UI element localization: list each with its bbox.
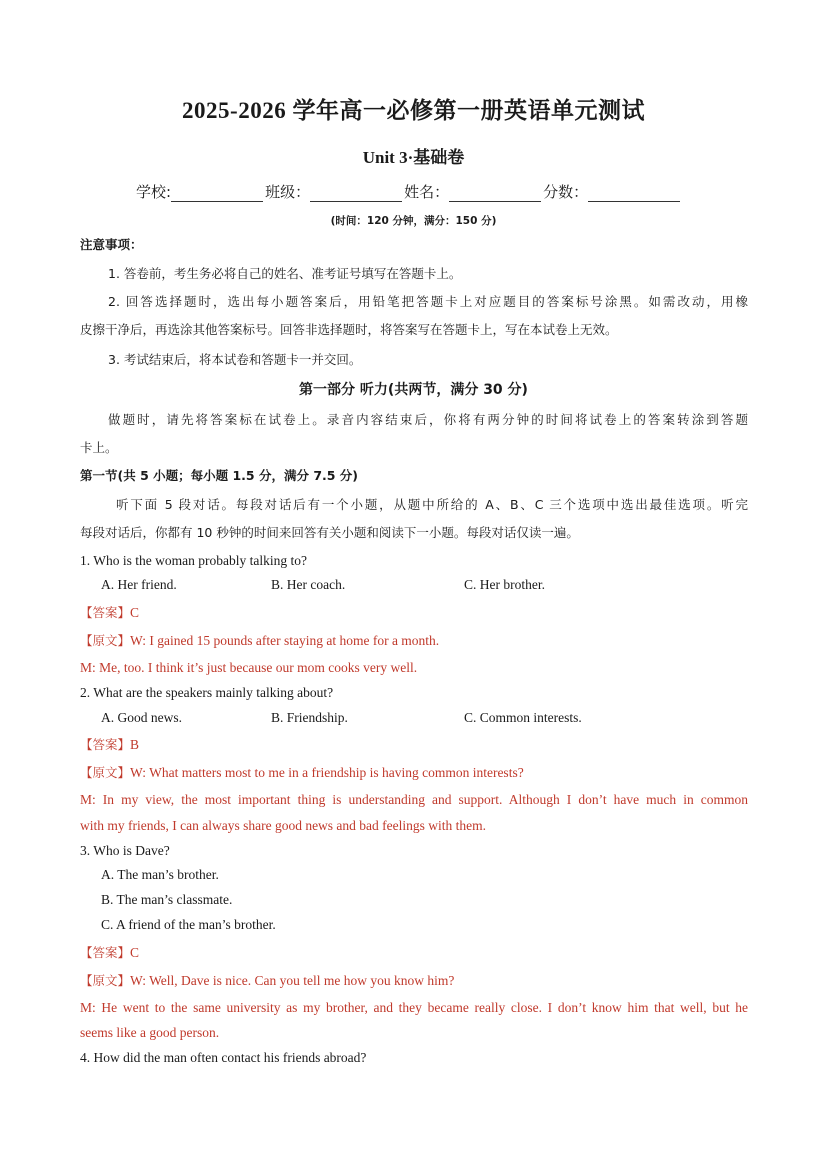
part1-title: 第一部分 听力(共两节，满分 30 分) [299, 382, 528, 398]
question-2-original-line1: W: What matters most to me in a friendship is having common interests? [130, 765, 524, 780]
question-1-option-c: C. Her brother. [464, 577, 545, 592]
question-1-option-a: A. Her friend. [101, 577, 177, 592]
answer-tag: 【答案】 [80, 605, 131, 620]
notice-item-2-line2: 皮擦干净后，再选涂其他答案标号。回答非选择题时，将答案写在答题卡上，写在本试卷上无效。 [80, 322, 618, 337]
question-3-original-line3: seems like a good person. [80, 1025, 220, 1040]
question-1-stem: 1. Who is the woman probably talking to? [80, 553, 307, 568]
question-1-original-line2: M: Me, too. I think it’s just because our mom cooks very well. [80, 660, 418, 675]
original-tag: 【原文】 [80, 765, 131, 780]
exam-title: 2025-2026 学年高一必修第一册英语单元测试 [182, 98, 645, 123]
time-note: (时间：120 分钟，满分：150 分) [330, 215, 497, 227]
school-blank[interactable] [171, 184, 263, 202]
question-1-answer [80, 604, 139, 622]
original-tag: 【原文】 [80, 973, 131, 988]
question-3-answer-value: C [130, 945, 140, 960]
question-2-option-b: B. Friendship. [271, 710, 348, 725]
notice-item-2-line1: 2. 回答选择题时，选出每小题答案后，用铅笔把答题卡上对应题目的答案标号涂黑。如需改动，用橡 [108, 294, 748, 309]
section1-title: 第一节(共 5 小题；每小题 1.5 分，满分 7.5 分) [80, 468, 359, 483]
question-3-option-c: C. A friend of the man’s brother. [101, 917, 276, 932]
notice-item-1: 1. 答卷前，考生务必将自己的姓名、准考证号填写在答题卡上。 [108, 266, 462, 281]
question-2-original-line3: with my friends, I can always share good news and bad feelings with them. [80, 818, 487, 833]
question-2-original [80, 764, 524, 782]
notice-heading: 注意事项： [80, 237, 143, 252]
question-3-original [80, 972, 454, 990]
question-3-stem: 3. Who is Dave? [80, 843, 170, 858]
class-blank[interactable] [310, 184, 402, 202]
question-3-original-line2: M: He went to the same university as my brother, and they became really close. I don’t know him that well, but he [80, 1000, 748, 1015]
score-label: 分数： [543, 183, 589, 201]
school-label: 学校: [136, 183, 172, 201]
question-1-answer-value: C [130, 605, 140, 620]
question-2-answer [80, 736, 139, 754]
section1-instructions-line1: 听下面 5 段对话。每段对话后有一个小题，从题中所给的 A、B、C 三个选项中选出最佳选项。听完 [116, 497, 748, 512]
part1-intro-line1: 做题时，请先将答案标在试卷上。录音内容结束后，你将有两分钟的时间将试卷上的答案转涂到答题 [108, 412, 748, 427]
notice-item-3: 3. 考试结束后，将本试卷和答题卡一并交回。 [108, 352, 362, 367]
score-blank[interactable] [588, 184, 680, 202]
question-1-original-line1: W: I gained 15 pounds after staying at home for a month. [130, 633, 440, 648]
section1-instructions-line2: 每段对话后，你都有 10 秒钟的时间来回答有关小题和阅读下一小题。每段对话仅读一遍。 [80, 525, 579, 540]
question-2-answer-value: B [130, 737, 140, 752]
question-3-option-a: A. The man’s brother. [101, 867, 219, 882]
name-blank[interactable] [449, 184, 541, 202]
exam-subtitle: Unit 3·基础卷 [362, 148, 465, 167]
question-4-stem: 4. How did the man often contact his friends abroad? [80, 1050, 367, 1065]
question-1-original [80, 632, 439, 650]
question-2-option-a: A. Good news. [101, 710, 182, 725]
question-1-option-b: B. Her coach. [271, 577, 346, 592]
name-label: 姓名： [404, 183, 450, 201]
answer-tag: 【答案】 [80, 945, 131, 960]
part1-intro-line2: 卡上。 [80, 440, 118, 455]
question-3-option-b: B. The man’s classmate. [101, 892, 233, 907]
question-2-original-line2: M: In my view, the most important thing is understanding and support. Although I don’t have much in common [80, 792, 748, 807]
original-tag: 【原文】 [80, 633, 131, 648]
question-3-answer [80, 944, 139, 962]
student-info-row [136, 181, 682, 202]
question-2-stem: 2. What are the speakers mainly talking about? [80, 685, 334, 700]
question-2-option-c: C. Common interests. [464, 710, 582, 725]
class-label: 班级： [265, 183, 311, 201]
question-3-original-line1: W: Well, Dave is nice. Can you tell me how you know him? [130, 973, 455, 988]
answer-tag: 【答案】 [80, 737, 131, 752]
